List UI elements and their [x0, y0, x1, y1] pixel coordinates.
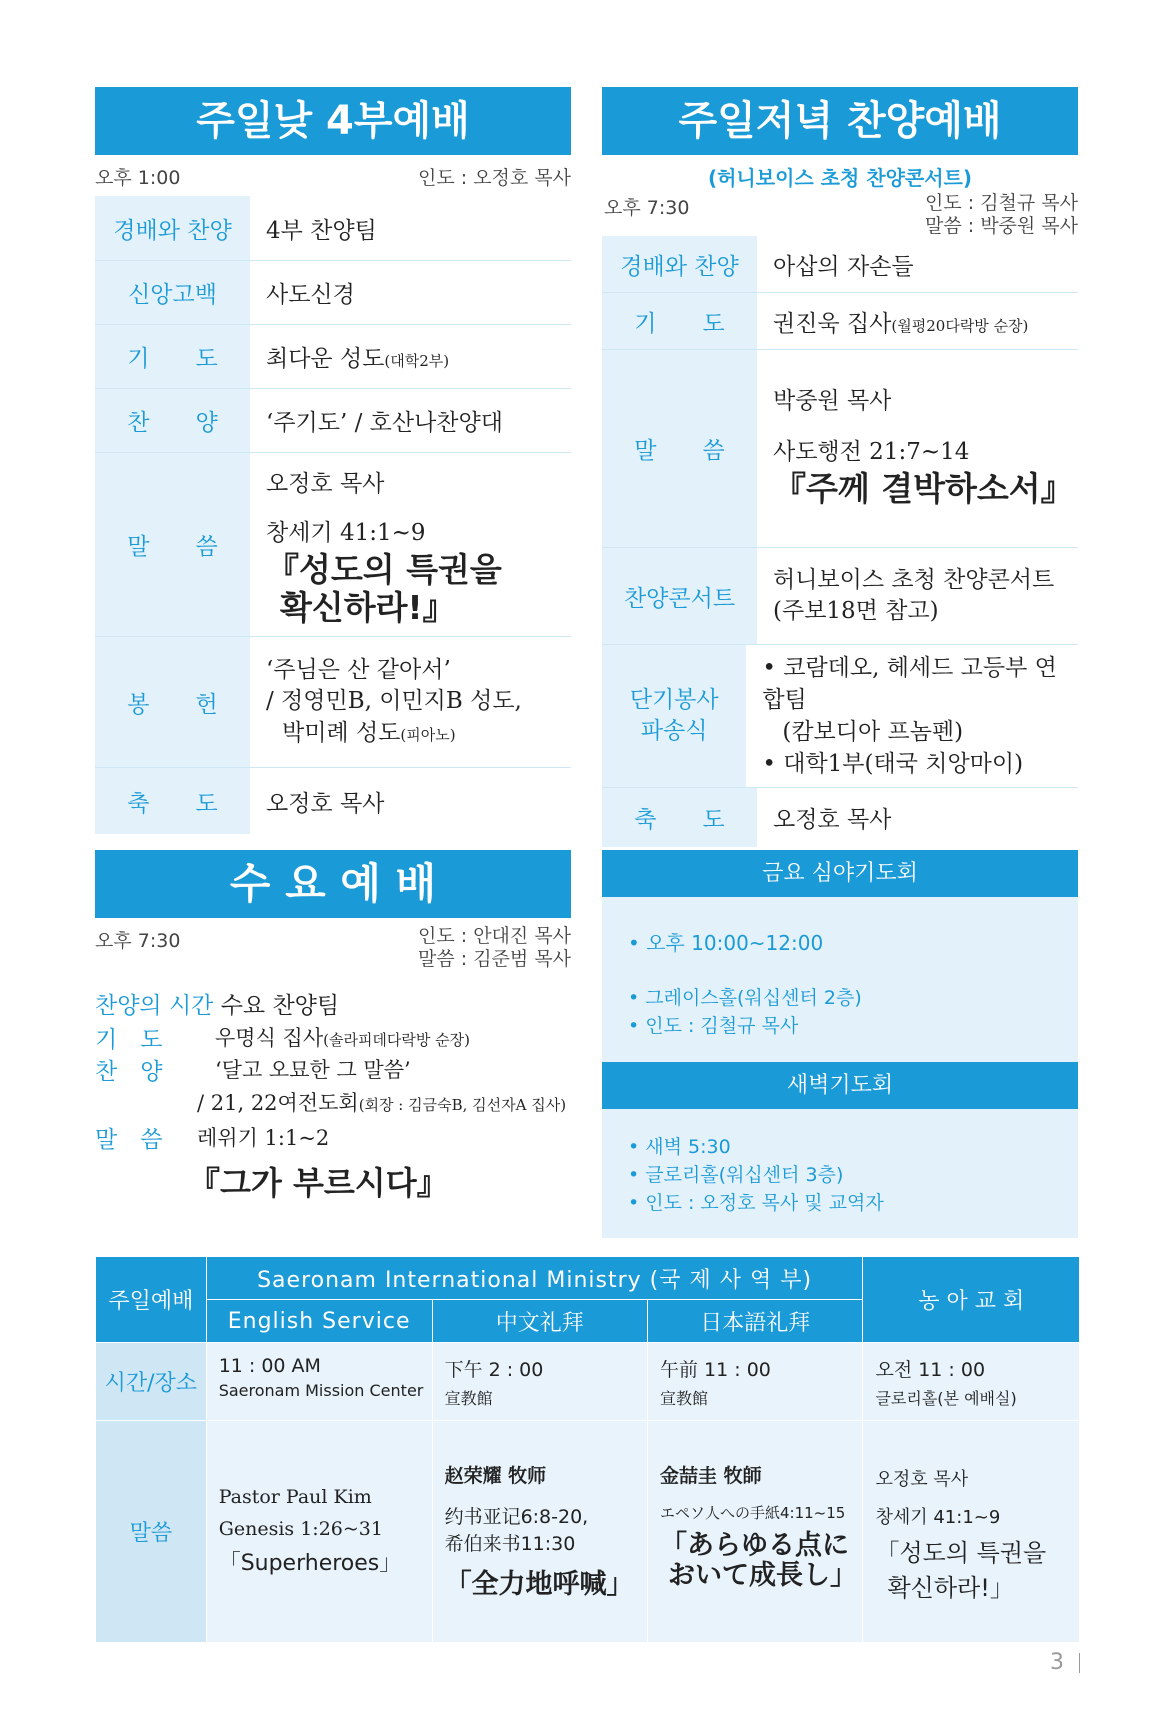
time-label: 시간/장소 — [96, 1343, 207, 1421]
japanese-pastor: 金喆圭 牧師 — [660, 1465, 762, 1487]
farm-word-cell — [863, 1421, 1080, 1643]
farm-sermon-1: 「성도의 특권을 — [875, 1539, 1047, 1567]
dawn-item-time: • 새벽 5:30 — [628, 1136, 731, 1158]
wednesday-leader-text: 인도 : 안대진 목사 — [418, 925, 571, 947]
wednesday-prayer-label: 기 도 — [95, 1027, 163, 1053]
row-value: ‘주님은 산 같아서’ / 정영민B, 이민지B 성도, 박미례 성도(피아노) — [266, 657, 522, 746]
wednesday-praise — [95, 987, 339, 1020]
row-label: 축 도 — [95, 768, 250, 834]
row-label: 단기봉사 파송식 — [602, 645, 746, 787]
wednesday-prayer-value: 우명식 집사(솔라피데다락방 순장) — [215, 1026, 470, 1050]
sunday4-row-prayer — [95, 325, 571, 389]
chinese-sermon: 「全力地呼喊」 — [444, 1569, 634, 1600]
row-label: 찬 양 — [95, 389, 250, 452]
evening-time: 오후 7:30 — [604, 197, 690, 219]
dawn-item-leader: • 인도 : 오정호 목사 및 교역자 — [628, 1192, 884, 1214]
row-value: 최다운 성도(대학2부) — [266, 346, 450, 372]
row-value: 사도신경 — [266, 282, 355, 308]
friday-banner: 금요 심야기도회 — [602, 850, 1078, 897]
japanese-verse: エペソ人への手紙4:11~15 — [660, 1504, 846, 1522]
friday-item-place: • 그레이스홀(워십센터 2층) — [628, 987, 862, 1009]
friday-item-time: • 오후 10:00~12:00 — [628, 931, 824, 955]
japanese-sermon-2: おいて成長し」 — [668, 1559, 857, 1591]
farm-time-cell — [863, 1343, 1080, 1421]
row-label: 축 도 — [602, 788, 757, 847]
evening-row-praise — [602, 236, 1078, 293]
wednesday-word-label: 말 씀 — [95, 1127, 163, 1153]
japanese-word-cell — [648, 1421, 863, 1643]
farm-sermon-2: 확신하라!」 — [887, 1574, 1014, 1602]
japanese-time: 午前 11 : 00 — [660, 1359, 771, 1381]
evening-row-prayer — [602, 293, 1078, 350]
japanese-time-cell — [648, 1343, 863, 1421]
row-value: 아삽의 자손들 — [773, 253, 914, 280]
chinese-word-cell — [432, 1421, 647, 1643]
evening-table — [602, 236, 1078, 847]
row-value: ‘주기도’ / 호산나찬양대 — [266, 410, 503, 436]
praise-label: 찬양의 시간 — [95, 993, 214, 1019]
praise-value: 수요 찬양팀 — [220, 993, 340, 1019]
evening-leader — [925, 192, 1078, 238]
wednesday-word-sermon: 『그가 부르시다』 — [188, 1164, 449, 1202]
row-label: 신앙고백 — [95, 261, 250, 324]
evening-preacher-text: 말씀 : 박중원 목사 — [925, 215, 1078, 237]
sunday4-row-hymn — [95, 389, 571, 453]
row-value: • 코람데오, 헤세드 고등부 연합팀 (캄보디아 프놈펜) • 대학1부(태국 치앙마이) — [762, 654, 1057, 778]
row-value: 허니보이스 초청 찬양콘서트 (주보18면 참고) — [773, 566, 1055, 624]
row-value: 박중원 목사 사도행전 21:7~14 『주께 결박하소서』 — [773, 388, 1074, 508]
sunday4-banner: 주일낮 4부예배 — [95, 87, 571, 155]
evening-subtitle: (허니보이스 초청 찬양콘서트) — [707, 166, 973, 190]
farm-header: 농 아 교 회 — [863, 1257, 1080, 1343]
row-label: 말 씀 — [95, 453, 250, 636]
farm-pastor: 오정호 목사 — [875, 1469, 969, 1490]
sunday4-row-praise — [95, 196, 571, 261]
evening-row-word — [602, 350, 1078, 548]
dawn-banner: 새벽기도회 — [602, 1062, 1078, 1109]
row-value: 오정호 목사 창세기 41:1~9 『성도의 특권을 확신하라!』 — [266, 471, 502, 627]
sunday4-row-word — [95, 453, 571, 637]
wednesday-time: 오후 7:30 — [95, 930, 181, 952]
row-label: 경배와 찬양 — [602, 236, 757, 292]
english-time: 11 : 00 AM — [218, 1355, 321, 1377]
japanese-sermon-1: 「あらゆる点に — [660, 1530, 849, 1561]
evening-row-concert — [602, 548, 1078, 645]
wednesday-banner: 수 요 예 배 — [95, 850, 571, 918]
chinese-verse-1: 约书亚记6:8-20, — [444, 1506, 589, 1528]
dawn-item-place: • 글로리홀(워십센터 3층) — [628, 1164, 844, 1186]
english-time-cell — [206, 1343, 432, 1421]
page-number: 3 — [1050, 1650, 1080, 1675]
english-place: Saeronam Mission Center — [218, 1381, 424, 1400]
english-verse: Genesis 1:26~31 — [218, 1517, 383, 1540]
col-label-sunday: 주일예배 — [96, 1257, 207, 1343]
wednesday-preacher-text: 말씀 : 김준범 목사 — [418, 948, 571, 970]
english-header: English Service — [206, 1300, 432, 1343]
wednesday-hymn-label: 찬 양 — [95, 1059, 163, 1085]
sunday4-row-creed — [95, 261, 571, 325]
english-word-cell — [206, 1421, 432, 1643]
row-value: 오정호 목사 — [266, 790, 385, 817]
row-label: 말 씀 — [602, 350, 757, 547]
evening-banner: 주일저녁 찬양예배 — [602, 87, 1078, 155]
sunday4-table — [95, 196, 571, 834]
chinese-place: 宣教館 — [444, 1389, 493, 1408]
english-sermon: 「Superheroes」 — [218, 1551, 402, 1577]
sim-header: Saeronam International Ministry (국 제 사 역 부) — [206, 1257, 863, 1300]
chinese-time-cell — [432, 1343, 647, 1421]
evening-row-mission — [602, 645, 1078, 788]
row-value: 오정호 목사 — [773, 807, 892, 833]
evening-row-benediction — [602, 788, 1078, 847]
page-divider — [1079, 1653, 1080, 1673]
wednesday-leader — [418, 925, 571, 971]
sunday4-leader: 인도 : 오정호 목사 — [418, 167, 571, 189]
row-label: 경배와 찬양 — [95, 196, 250, 260]
wednesday-hymn-value: ‘달고 오묘한 그 말씀’ — [215, 1058, 411, 1082]
chinese-pastor: 赵荣耀 牧师 — [444, 1465, 547, 1487]
chinese-verse-2: 希伯来书11:30 — [444, 1533, 576, 1555]
row-value: 4부 찬양팀 — [266, 217, 377, 244]
row-label: 찬양콘서트 — [602, 548, 757, 644]
bottom-services-table — [95, 1256, 1080, 1643]
wednesday-word-verse: 레위기 1:1~2 — [197, 1126, 330, 1150]
row-label: 기 도 — [95, 325, 250, 388]
farm-verse: 창세기 41:1~9 — [875, 1507, 1001, 1528]
word-label: 말씀 — [96, 1421, 207, 1643]
sunday4-row-benediction — [95, 768, 571, 834]
row-label: 기 도 — [602, 293, 757, 349]
japanese-header: 日本語礼拜 — [648, 1300, 863, 1343]
farm-place: 글로리홀(본 예배실) — [875, 1389, 1017, 1408]
english-pastor: Pastor Paul Kim — [218, 1485, 372, 1508]
wednesday-hymn-line2: / 21, 22여전도회(회장 : 김금숙B, 김선자A 집사) — [197, 1091, 567, 1115]
evening-leader-text: 인도 : 김철규 목사 — [925, 192, 1078, 214]
chinese-time: 下午 2 : 00 — [444, 1359, 544, 1381]
row-value: 권진욱 집사(월평20다락방 순장) — [773, 310, 1029, 337]
farm-time: 오전 11 : 00 — [875, 1359, 986, 1381]
sunday4-time: 오후 1:00 — [95, 167, 181, 189]
row-label: 봉 헌 — [95, 637, 250, 767]
friday-item-leader: • 인도 : 김철규 목사 — [628, 1015, 799, 1037]
sunday4-row-offering — [95, 637, 571, 768]
japanese-place: 宣教館 — [660, 1389, 709, 1408]
chinese-header: 中文礼拜 — [432, 1300, 647, 1343]
